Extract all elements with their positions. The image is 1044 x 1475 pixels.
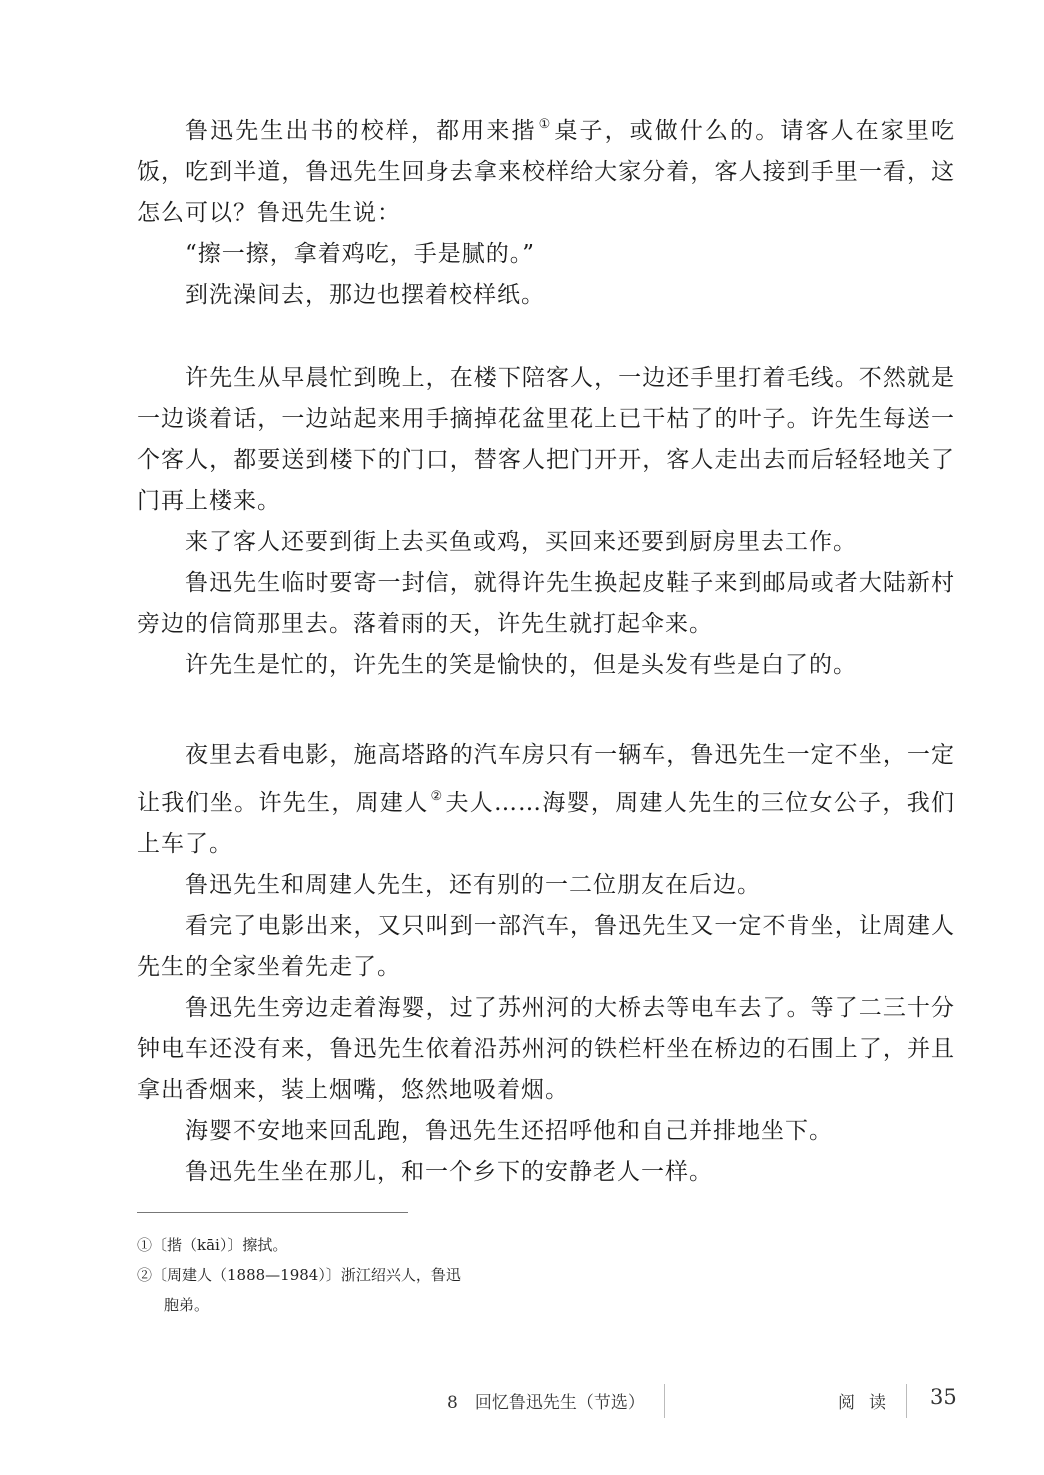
text-section-2	[137, 358, 955, 686]
footnotes	[137, 1230, 557, 1320]
paragraph: 鲁迅先生出书的校样，都用来揩 ①桌子，或做什么的。请客人在家里吃饭，吃到半道，鲁迅先生回身去拿来校样给大家分着，客人接到手里一看，这怎么可以？鲁迅先生说：	[137, 117, 956, 226]
footnote-continuation: 胞弟。	[164, 1296, 210, 1314]
page-footer	[0, 1384, 1044, 1420]
paragraph: 到洗澡间去，那边也摆着校样纸。	[185, 282, 545, 308]
footer-divider	[664, 1384, 665, 1418]
paragraph: 许先生从早晨忙到晚上，在楼下陪客人，一边还手里打着毛线。不然就是一边谈着话，一边站起来用手摘掉花盆里花上已干枯了的叶子。许先生每送一个客人，都要送到楼下的门口，替客人把门开开，客人走出去而后轻轻地关了门再上楼来。	[137, 365, 955, 514]
paragraph: 看完了电影出来，又只叫到一部汽车，鲁迅先生又一定不肯坐，让周建人先生的全家坐着先走了。	[137, 913, 955, 980]
text-section-3	[137, 735, 955, 1193]
paragraph: 来了客人还要到街上去买鱼或鸡，买回来还要到厨房里去工作。	[185, 529, 857, 555]
paragraph: 鲁迅先生坐在那儿，和一个乡下的安静老人一样。	[185, 1159, 713, 1185]
paragraph: 夜里去看电影，施高塔路的汽车房只有一辆车，鲁迅先生一定不坐，一定让我们坐。许先生，周建人 ②夫人……海婴，周建人先生的三位女公子，我们上车了。	[137, 742, 956, 857]
footnote: ①〔揩（kāi）〕擦拭。	[137, 1236, 288, 1254]
footnote-divider	[137, 1212, 408, 1213]
paragraph: “擦一擦，拿着鸡吃，手是腻的。”	[185, 241, 536, 267]
paragraph: 鲁迅先生旁边走着海婴，过了苏州河的大桥去等电车去了。等了二三十分钟电车还没有来，鲁迅先生依着沿苏州河的铁栏杆坐在桥边的石围上了，并且拿出香烟来，装上烟嘴，悠然地吸着烟。	[137, 995, 955, 1103]
paragraph: 鲁迅先生临时要寄一封信，就得许先生换起皮鞋子来到邮局或者大陆新村旁边的信筒那里去。落着雨的天，许先生就打起伞来。	[137, 570, 955, 637]
chapter-title: 8 回忆鲁迅先生（节选）	[447, 1393, 645, 1413]
footnote-marker: ①	[538, 117, 553, 132]
page-number: 35	[930, 1385, 957, 1409]
paragraph: 许先生是忙的，许先生的笑是愉快的，但是头发有些是白了的。	[185, 652, 857, 678]
section-label: 阅读	[838, 1393, 900, 1413]
footer-divider	[906, 1384, 907, 1418]
paragraph: 海婴不安地来回乱跑，鲁迅先生还招呼他和自己并排地坐下。	[185, 1118, 833, 1144]
footnote: ②〔周建人（1888—1984）〕浙江绍兴人，鲁迅	[137, 1266, 461, 1284]
footnote-marker: ②	[430, 789, 444, 804]
text-section-1	[137, 104, 955, 316]
paragraph: 鲁迅先生和周建人先生，还有别的一二位朋友在后边。	[185, 872, 761, 898]
